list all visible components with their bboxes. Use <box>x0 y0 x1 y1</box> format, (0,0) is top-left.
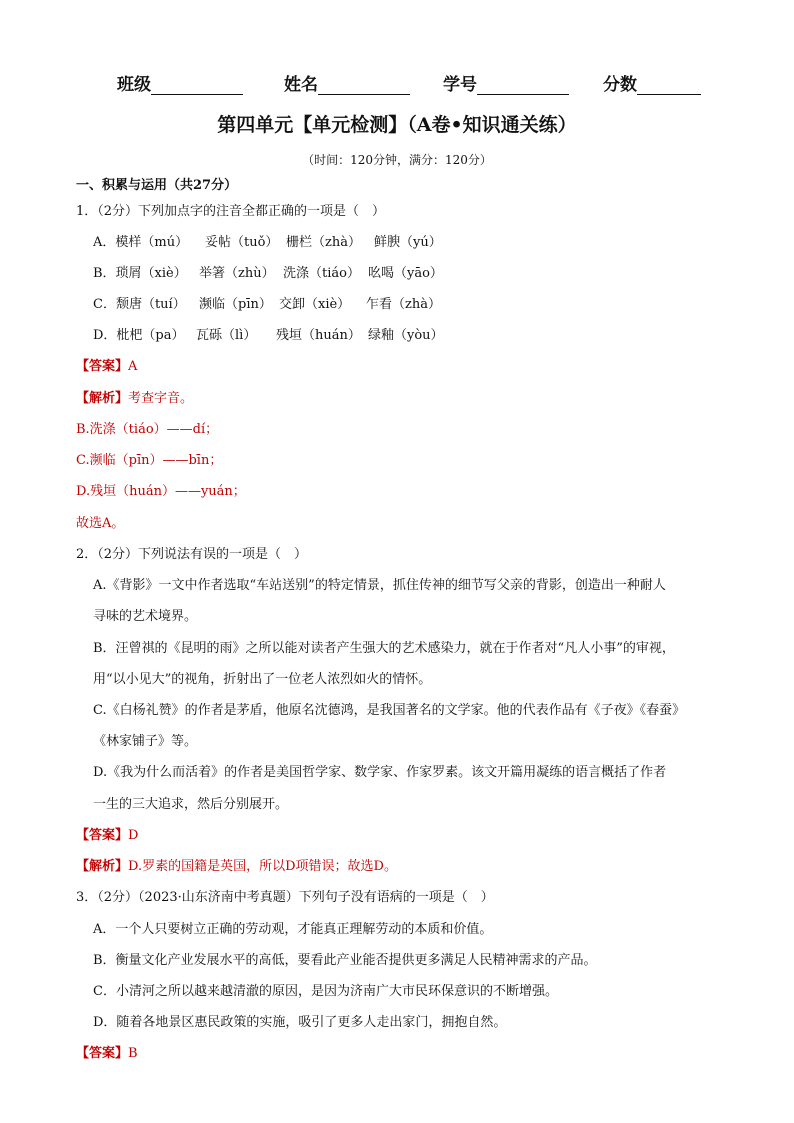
analysis-text: D.罗素的国籍是英国，所以D项错误；故选D。 <box>128 859 397 874</box>
q3-option-b: B．衡量文化产业发展水平的高低，要看此产业能否提供更多满足人民精神需求的产品。 <box>93 953 597 968</box>
section-heading: 一、积累与运用（共27分） <box>76 178 238 193</box>
q1-b-word4: 吆喝（yāo） <box>368 266 443 281</box>
q2-option-a-line2: 寻味的艺术境界。 <box>93 609 198 624</box>
answer-tag: 【答案】 <box>76 359 129 374</box>
q1-d-word2: 瓦砾（lì） <box>196 328 257 343</box>
q1-d-word1: D．枇杷（pa） <box>93 328 185 343</box>
q3-answer <box>76 1045 138 1063</box>
q2-option-b-line1: B．汪曾祺的《昆明的雨》之所以能对读者产生强大的艺术感染力，就在于作者对“凡人小事”的审视， <box>93 641 675 656</box>
q3-stem: 3．（2分）（2023·山东济南中考真题）下列句子没有语病的一项是（ ） <box>76 890 494 905</box>
score-blank[interactable] <box>637 76 701 95</box>
q1-b-word2: 举箸（zhù） <box>199 266 275 281</box>
answer-tag: 【答案】 <box>76 828 129 843</box>
q1-answer <box>76 358 137 376</box>
q3-option-c: C．小清河之所以越来越清澈的原因，是因为济南广大市民环保意识的不断增强。 <box>93 984 558 999</box>
class-label: 班级 <box>117 75 151 95</box>
class-field <box>117 70 243 95</box>
q1-a-word3: 栅栏（zhà） <box>286 235 361 250</box>
analysis-tag: 【解析】 <box>76 391 129 406</box>
q1-a-word2: 妥帖（tuǒ） <box>205 235 279 250</box>
q2-option-a-line1: A.《背影》一文中作者选取“车站送别”的特定情景，抓住传神的细节写父亲的背影，创造出一种耐人 <box>93 578 666 593</box>
q1-stem: 1．（2分）下列加点字的注音全都正确的一项是（ ） <box>76 204 386 219</box>
q1-b-word1: B．琐屑（xiè） <box>93 266 187 281</box>
score-label: 分数 <box>603 75 637 95</box>
class-blank[interactable] <box>151 76 243 95</box>
q2-answer <box>76 827 138 845</box>
name-field <box>284 70 410 95</box>
answer-value: B <box>128 1046 138 1061</box>
analysis-text: 考查字音。 <box>128 391 194 406</box>
student-info-row <box>0 70 794 96</box>
page-title: 第四单元【单元检测】（A卷•知识通关练） <box>217 114 577 136</box>
q2-option-c-line1: C.《白杨礼赞》的作者是茅盾，他原名沈德鸿，是我国著名的文学家。他的代表作品有《子夜》《春蚕》 <box>93 703 686 718</box>
q2-analysis <box>76 858 397 876</box>
score-field <box>603 70 701 95</box>
id-label: 学号 <box>443 75 477 95</box>
q2-option-d-line1: D.《我为什么而活着》的作者是美国哲学家、数学家、作家罗素。该文开篇用凝练的语言概括了作者 <box>93 765 667 780</box>
q3-option-a: A．一个人只要树立正确的劳动观，才能真正理解劳动的本质和价值。 <box>93 922 493 937</box>
q1-a-word1: A．模样（mú） <box>93 235 189 250</box>
q2-option-d-line2: 一生的三大追求，然后分别展开。 <box>93 797 289 812</box>
q1-note-c: C.濒临（pīn）——bīn； <box>76 453 223 468</box>
q2-option-b-line2: 用“以小见大”的视角，折射出了一位老人浓烈如火的情怀。 <box>93 672 432 687</box>
q1-d-word4: 绿釉（yòu） <box>368 328 444 343</box>
answer-value: A <box>128 359 138 374</box>
q1-a-word4: 鲜腴（yú） <box>374 235 442 250</box>
answer-tag: 【答案】 <box>76 1046 129 1061</box>
q2-stem: 2．（2分）下列说法有误的一项是（ ） <box>76 547 308 562</box>
name-label: 姓名 <box>284 75 318 95</box>
q1-c-word4: 乍看（zhà） <box>366 297 441 312</box>
q3-option-d: D．随着各地景区惠民政策的实施，吸引了更多人走出家门，拥抱自然。 <box>93 1015 507 1030</box>
id-field <box>443 70 569 95</box>
q1-conclusion: 故选A。 <box>76 516 125 531</box>
q1-c-word2: 濒临（pīn） <box>199 297 272 312</box>
exam-time-score: （时间：120分钟，满分：120分） <box>302 153 492 167</box>
q1-analysis <box>76 390 193 408</box>
id-blank[interactable] <box>477 76 569 95</box>
q1-d-word3: 残垣（huán） <box>276 328 361 343</box>
analysis-tag: 【解析】 <box>76 859 129 874</box>
answer-value: D <box>128 828 139 843</box>
q1-b-word3: 洗涤（tiáo） <box>283 266 360 281</box>
name-blank[interactable] <box>318 76 410 95</box>
q1-note-b: B.洗涤（tiáo）——dí； <box>76 422 219 437</box>
q1-c-word1: C．颓唐（tuí） <box>93 297 186 312</box>
q1-c-word3: 交卸（xiè） <box>279 297 351 312</box>
q2-option-c-line2: 《林家铺子》等。 <box>93 734 198 749</box>
q1-note-d: D.残垣（huán）——yuán； <box>76 484 246 499</box>
